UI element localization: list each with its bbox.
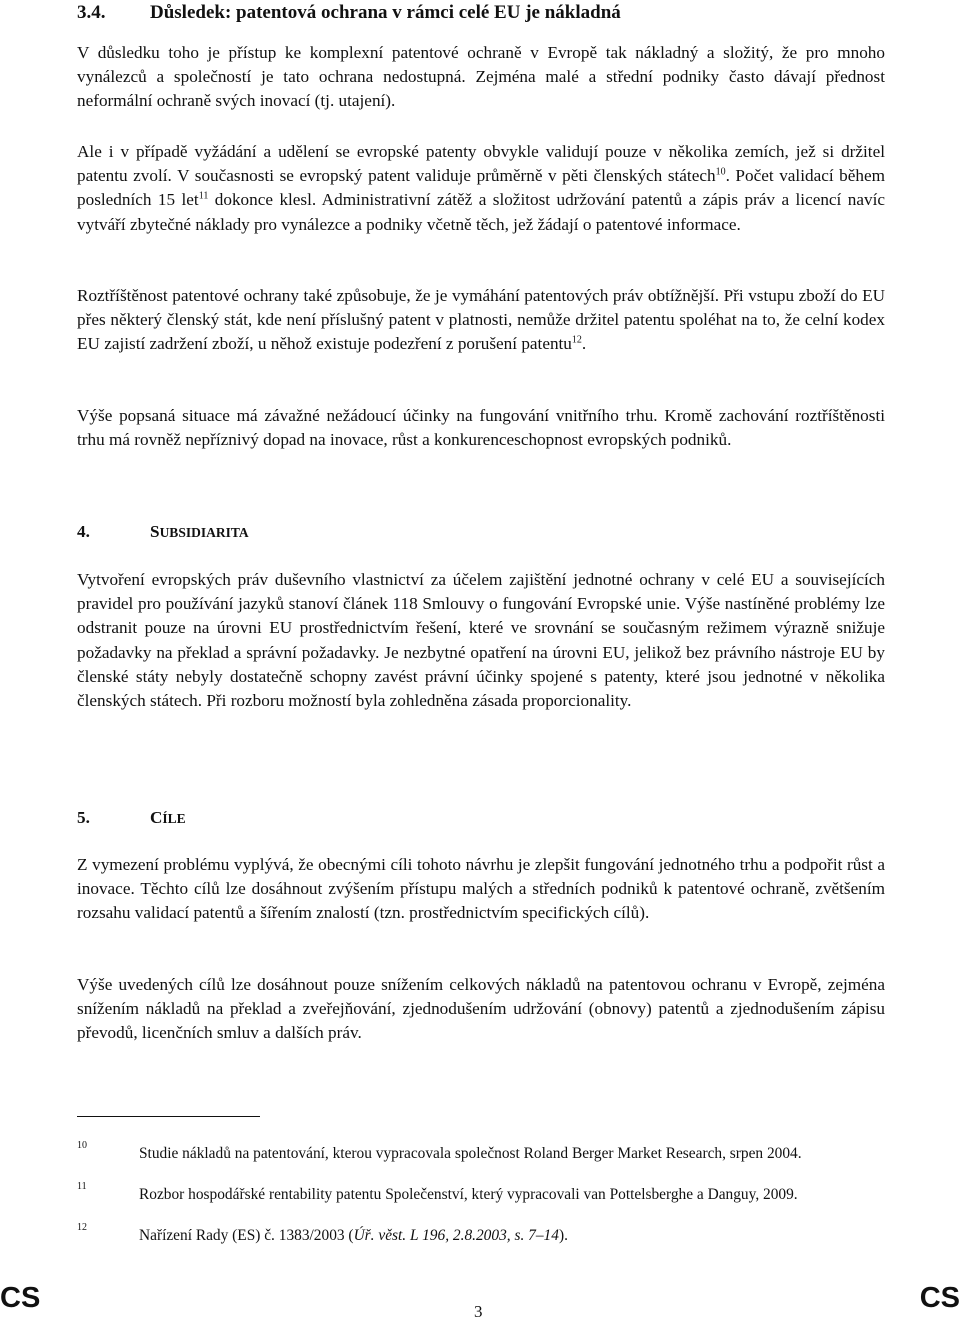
footnote-number: 10 (77, 1140, 87, 1151)
footnote-ref[interactable]: 11 (198, 190, 209, 202)
footnote-separator (77, 1116, 260, 1117)
footnote (77, 1181, 885, 1205)
section-title: Důsledek: patentová ochrana v rámci celé EU je nákladná (150, 2, 621, 23)
footnote-text-italic: Úř. věst. L 196, 2.8.2003, s. 7–14 (353, 1227, 559, 1244)
section-number: 3.4. (77, 2, 106, 23)
footnote-ref[interactable]: 12 (571, 334, 582, 346)
paragraph (77, 140, 885, 237)
section-title-rest: UBSIDIARITA (159, 525, 249, 540)
paragraph: Z vymezení problému vyplývá, že obecnými cíli tohoto návrhu je zlepšit fungování jednotného trhu a podpořit růst a inovace. Těchto cílů lze dosáhnout zvýšením přístupu malých a středních podniků k patentové ochraně, zvětšením rozsahu validací patentů a šířením znalostí (tzn. prostřednictvím specifických cílů). (77, 855, 885, 923)
footnote-text: Rozbor hospodářské rentability patentu Společenství, který vypracovali van Pottelsberghe a Danguy, 2009. (139, 1186, 798, 1203)
paragraph-text: dokonce klesl. Administrativní zátěž a složitost udržování patentů a zápis práv a licencí navíc vytváří zbytečné náklady pro vynálezce a podniky včetně těch, jež žádají o patentové informace. (77, 190, 885, 234)
paragraph-text: Ale i v případě vyžádání a udělení se evropské patenty obvykle validují pouze v několika zemích, jež si držitel patentu zvolí. V současnosti se evropský patent validuje průměrně v pěti členských státech (77, 142, 885, 186)
paragraph: Výše popsaná situace má závažné nežádoucí účinky na fungování vnitřního trhu. Kromě zachování roztříštěnosti trhu má rovněž nepříznivý dopad na inovace, růst a konkurenceschopnost evropských podniků. (77, 406, 885, 450)
footnote (77, 1140, 885, 1164)
paragraph-text: . Počet validací během posledních 15 let (77, 166, 885, 210)
footer-language-right: CS (919, 1282, 960, 1314)
section-4-heading (77, 522, 249, 542)
paragraph-text: . (581, 334, 587, 354)
paragraph (77, 284, 885, 357)
footnote-text-plain: Nařízení Rady (ES) č. 1383/2003 ( (139, 1227, 354, 1244)
footnote-number: 11 (77, 1181, 87, 1192)
section-title-initial: C (150, 808, 163, 827)
footer-language-left: CS (0, 1282, 41, 1314)
section-title-rest: ÍLE (162, 811, 186, 826)
section-number: 5. (77, 808, 90, 827)
section-number: 4. (77, 522, 90, 541)
paragraph-text: Roztříštěnost patentové ochrany také způsobuje, že je vymáhání patentových práv obtížnější. Při vstupu zboží do EU přes některý členský stát, kde není příslušný patent v platnosti, nemůže držitel patentu spoléhat na to, že celní kodex EU zajistí zadržení zboží, u něhož existuje podezření z porušení patentu (77, 286, 885, 354)
footnote-number: 12 (77, 1222, 87, 1233)
footnote-text (139, 1225, 885, 1246)
section-heading (77, 2, 621, 24)
footnote-text: Studie nákladů na patentování, kterou vypracovala společnost Roland Berger Market Research, srpen 2004. (139, 1145, 802, 1162)
paragraph: Výše uvedených cílů lze dosáhnout pouze snížením celkových nákladů na patentovou ochranu v Evropě, zejména snížením nákladů na překlad a zveřejňování, zjednodušením udržování (obnovy) patentů a zjednodušením zápisu převodů, licenčních smluv a dalších práv. (77, 975, 885, 1043)
footnote-ref[interactable]: 10 (715, 166, 726, 178)
footnote (77, 1222, 885, 1246)
paragraph: V důsledku toho je přístup ke komplexní patentové ochraně v Evropě tak nákladný a složitý, že pro mnoho vynálezců a společností je tato ochrana nedostupná. Zejména malé a střední podniky často dávají přednost neformální ochraně svých inovací (tj. utajení). (77, 43, 885, 111)
section-title-initial: S (150, 522, 160, 541)
section-5-heading (77, 808, 186, 828)
paragraph: Vytvoření evropských práv duševního vlastnictví za účelem zajištění jednotné ochrany v celé EU a souvisejících pravidel pro používání jazyků stanoví článek 118 Smlouvy o fungování Evropské unie. Výše nastíněné problémy lze odstranit pouze na úrovni EU prostřednictvím řešení, které ve srovnání se současným režimem výrazně snižuje požadavky na překlad a správní požadavky. Je nezbytné opatření na úrovni EU, jelikož bez právního nástroje EU by členské státy nebyly dostatečně schopny zavést právní účinky spojené s patenty, které jsou jednotné v několika členských státech. Při rozboru možností byla zohledněna zásada proporcionality. (77, 570, 885, 711)
page-number: 3 (474, 1302, 483, 1321)
footnote-text-end: ). (558, 1227, 568, 1244)
